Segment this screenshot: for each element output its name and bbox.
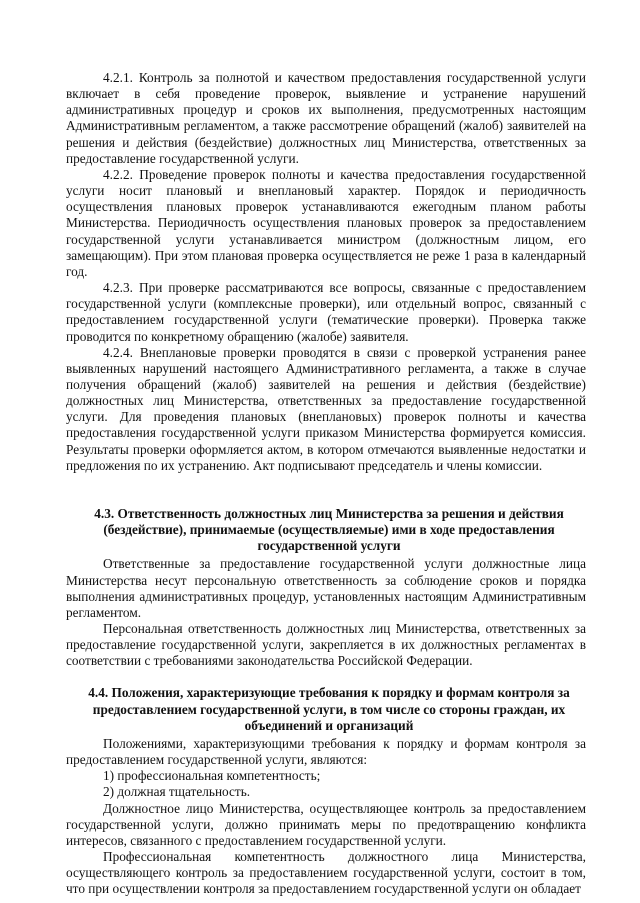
section-heading-4-3: 4.3. Ответственность должностных лиц Министерства за решения и действия (бездействие), принимаемые (осуществляемые) ими в ходе предоставления государственной услуги [94, 505, 564, 554]
paragraph-personal-responsibility: Персональная ответственность должностных лиц Министерства, ответственных за предоставление государственной услуги, закрепляется в их должностных регламентах в соответствии с требованиями законодательства Российской Федерации. [66, 621, 586, 669]
document-page [66, 70, 586, 898]
paragraph-responsibility: Ответственные за предоставление государственной услуги должностные лица Министерства несут персональную ответственность за соблюдение сроков и порядка выполнения административных процедур, установленных настоящим Административным регламентом. [66, 556, 586, 620]
paragraph-4-2-2: 4.2.2. Проведение проверок полноты и качества предоставления государственной услуги носит плановый и внеплановый характер. Порядок и периодичность осуществления плановых проверок устанавливаются ежегодным планом работы Министерства. Периодичность осуществления плановых проверок за предоставлением государственной услуги устанавливается министром (должностным лицом, его замещающим). При этом плановая проверка осуществляется не реже 1 раза в календарный год. [66, 166, 586, 279]
paragraph-4-2-1: 4.2.1. Контроль за полнотой и качеством предоставления государственной услуги включает в себя проведение проверок, выявление и устранение нарушений административных процедур и сроков их выполнения, предусмотренных настоящим Административным регламентом, а также рассмотрение обращений (жалоб) заявителей на решения и действия (бездействие) должностных лиц Министерства, ответственных за предоставление государственной услуги. [66, 70, 586, 166]
paragraph-4-2-4: 4.2.4. Внеплановые проверки проводятся в связи с проверкой устранения ранее выявленных нарушений настоящего Административного регламента, а также в случае получения обращений (жалоб) заявителей на решения и действия (бездействие) должностных лиц Министерства, ответственных за предоставление государственной услуги. Для проведения плановых (внеплановых) проверок полноты и качества предоставления государственной услуги приказом Министерства формируется комиссия. Результаты проверки оформляется актом, в котором отмечаются выявленные недостатки и предложения по их устранению. Акт подписывают председатель и члены комиссии. [66, 344, 586, 473]
list-item-competence: 1) профессиональная компетентность; [103, 768, 321, 784]
section-heading-4-4: 4.4. Положения, характеризующие требования к порядку и формам контроля за предоставлением государственной услуги, в том числе со стороны граждан, их объединений и организаций [88, 685, 570, 733]
list-item-diligence: 2) должная тщательность. [103, 784, 251, 800]
paragraph-4-2-3: 4.2.3. При проверке рассматриваются все вопросы, связанные с предоставлением государственной услуги (комплексные проверки), или отдельный вопрос, связанный с предоставлением государственной услуги (тематические проверки). Проверка также проводится по конкретному обращению (жалобе) заявителя. [66, 280, 586, 344]
paragraph-professional-competence: Профессиональная компетентность должностного лица Министерства, осуществляющего контроль за предоставлением государственной услуги, состоит в том, что при осуществлении контроля за предоставлением государственной услуги он обладает [66, 849, 586, 897]
paragraph-provisions: Положениями, характеризующими требования к порядку и формам контроля за предоставлением государственной услуги, являются: [66, 735, 586, 768]
paragraph-conflict-of-interest: Должностное лицо Министерства, осуществляющее контроль за предоставлением государственной услуги, должно принимать меры по предотвращению конфликта интересов, связанного с предоставлением государственной услуги. [66, 800, 586, 848]
